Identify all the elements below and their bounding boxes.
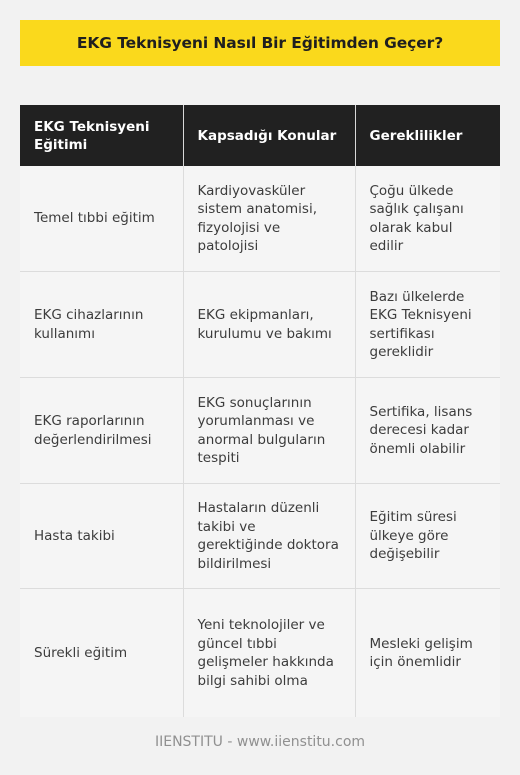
table-cell-requirements: Sertifika, lisans derecesi kadar önemli olabilir [355,378,500,484]
table-row [20,272,500,378]
table-cell-training: Hasta takibi [20,484,183,589]
table-row [20,166,500,272]
footer-credit: IIENSTITU - www.iienstitu.com [154,734,366,750]
table-cell-requirements: Eğitim süresi ülkeye göre değişebilir [355,484,500,589]
table-row [20,589,500,718]
table-cell-requirements: Bazı ülkelerde EKG Teknisyeni sertifikası gereklidir [355,272,500,378]
table-header-row [20,105,500,166]
table-cell-topics: Kardiyovasküler sistem anatomisi, fizyolojisi ve patolojisi [183,166,355,272]
table-cell-topics: EKG ekipmanları, kurulumu ve bakımı [183,272,355,378]
column-header-topics: Kapsadığı Konular [183,105,355,166]
table-cell-training: Sürekli eğitim [20,589,183,718]
table-cell-topics: Hastaların düzenli takibi ve gerektiğinde doktora bildirilmesi [183,484,355,589]
table-row [20,484,500,589]
table-cell-training: Temel tıbbi eğitim [20,166,183,272]
title-banner [20,20,500,66]
table-cell-training: EKG cihazlarının kullanımı [20,272,183,378]
table-cell-topics: Yeni teknolojiler ve güncel tıbbi gelişmeler hakkında bilgi sahibi olma [183,589,355,718]
table-cell-requirements: Mesleki gelişim için önemlidir [369,635,473,670]
table-cell-topics: EKG sonuçlarının yorumlanması ve anormal bulguların tespiti [183,378,355,484]
page-title: EKG Teknisyeni Nasıl Bir Eğitimden Geçer? [76,34,444,52]
table-cell-training: EKG raporlarının değerlendirilmesi [20,378,183,484]
table-row [20,378,500,484]
training-table [20,105,500,717]
column-header-requirements: Gereklilikler [355,105,500,166]
table-cell-requirements: Çoğu ülkede sağlık çalışanı olarak kabul edilir [355,166,500,272]
column-header-training: EKG Teknisyeni Eğitimi [20,105,183,166]
